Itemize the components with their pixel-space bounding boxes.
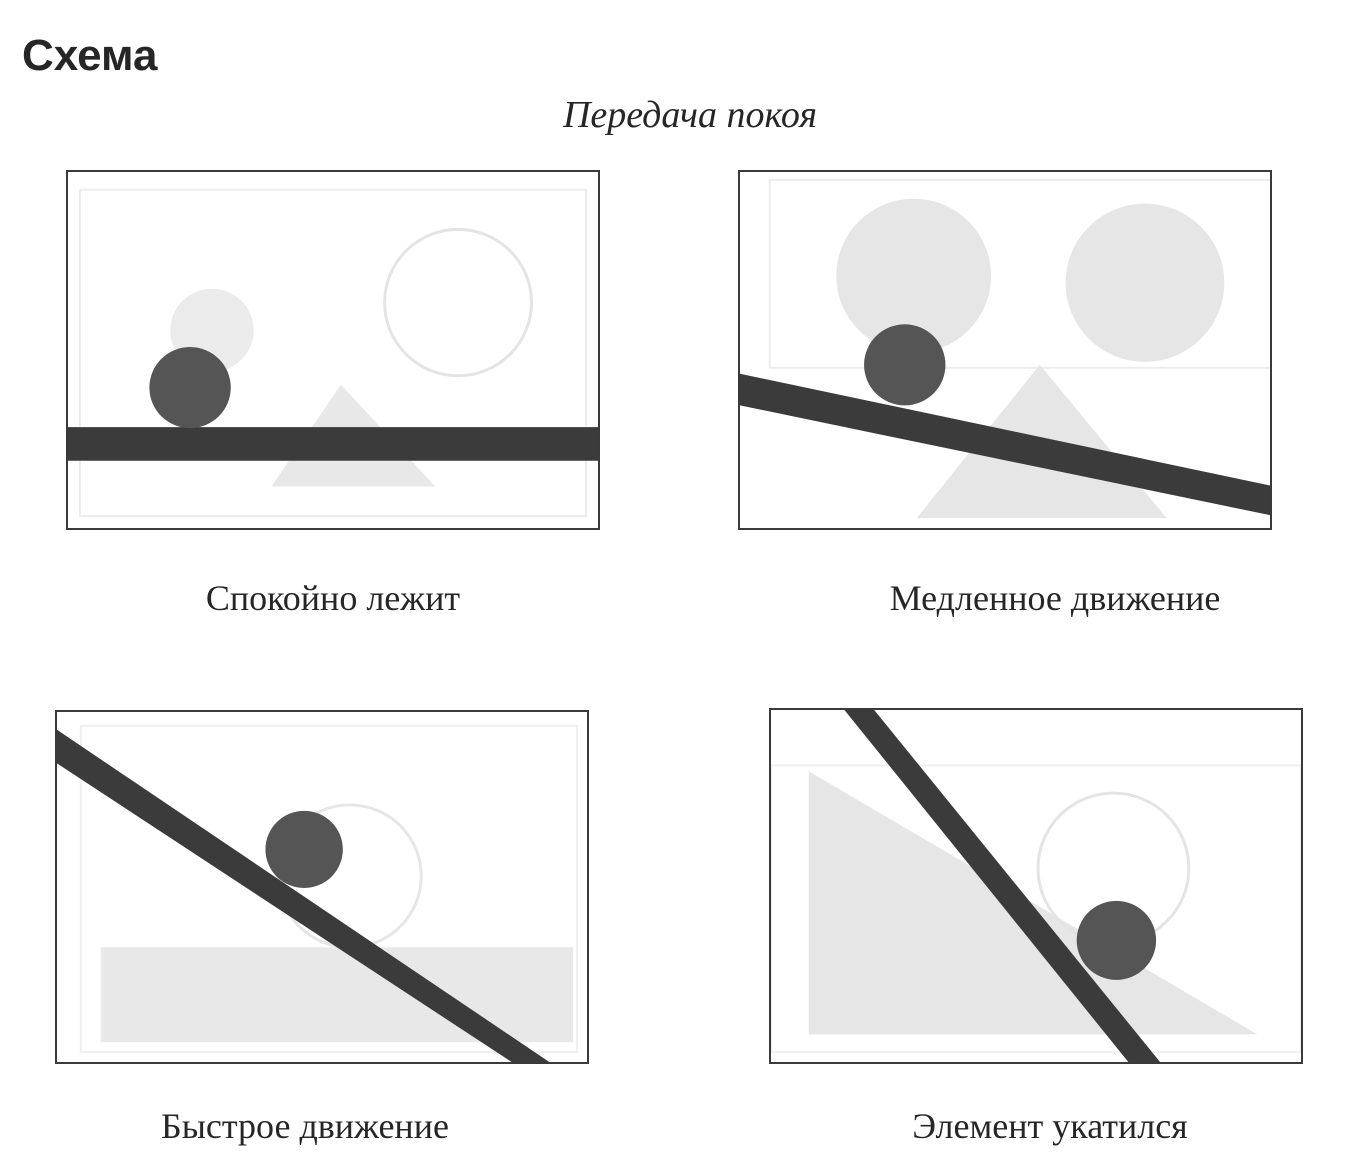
caption-fast-movement: Быстрое движение [161, 1106, 449, 1146]
faded-outline-circle [385, 229, 532, 375]
rolling-ball [149, 347, 230, 428]
panel-fast-movement [55, 710, 589, 1064]
panel-resting [66, 170, 600, 530]
page-heading: Схема [22, 31, 158, 80]
panel-resting-drawing [68, 172, 598, 528]
tilting-bar [68, 427, 598, 461]
rolling-ball [1077, 901, 1156, 980]
panel-slow-movement [738, 170, 1272, 530]
rolling-ball [864, 324, 945, 405]
caption-slow-movement: Медленное движение [889, 578, 1221, 618]
panel-rolled-away [769, 708, 1303, 1064]
faded-large-circle-right [1066, 204, 1225, 362]
rolling-ball [265, 811, 342, 888]
panel-rolled-away-drawing [771, 710, 1301, 1062]
panel-slow-movement-drawing [740, 172, 1270, 528]
faded-wedge [809, 771, 1258, 1034]
caption-resting: Спокойно лежит [205, 578, 461, 618]
diagram-subtitle: Передача покоя [562, 94, 818, 136]
caption-rolled-away: Элемент укатился [912, 1106, 1188, 1146]
panel-fast-movement-drawing [57, 712, 587, 1062]
faded-block [101, 947, 573, 1042]
